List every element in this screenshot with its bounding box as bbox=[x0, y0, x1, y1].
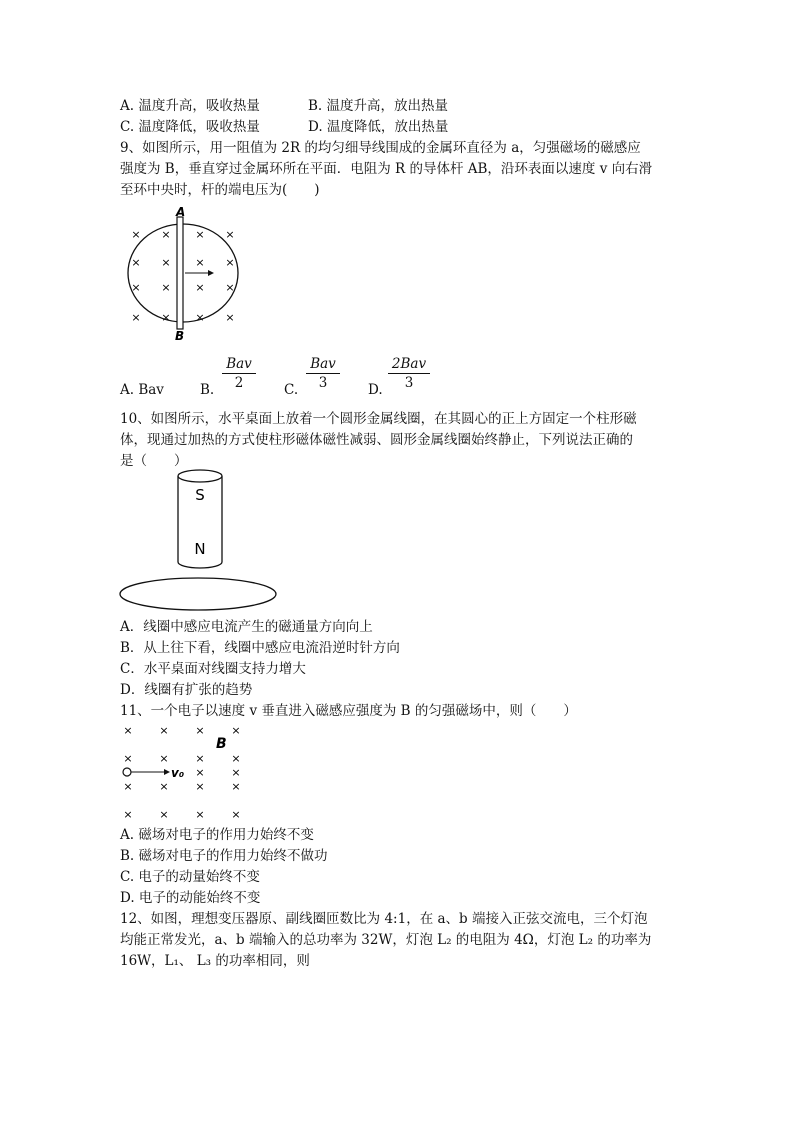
q11-option-d: D. 电子的动能始终不变 bbox=[120, 890, 261, 906]
q10-stem-line-2: 体，现通过加热的方式使柱形磁体磁性减弱、圆形金属线圈始终静止，下列说法正确的 bbox=[120, 432, 633, 448]
q9-option-b-fraction bbox=[222, 355, 256, 392]
coil-ellipse bbox=[120, 578, 276, 610]
field-x-mark: × bbox=[195, 808, 205, 821]
q8-option-c: C. 温度降低，吸收热量 bbox=[120, 119, 260, 135]
q10-stem-line-3: 是（ ） bbox=[120, 453, 188, 469]
q8-option-b: B. 温度升高，放出热量 bbox=[308, 98, 449, 114]
q9-option-c-denominator: 3 bbox=[318, 375, 328, 391]
q9-stem-line-3: 至环中央时，杆的端电压为( ) bbox=[120, 182, 320, 198]
field-x-mark: × bbox=[161, 256, 171, 269]
q11-field-figure bbox=[118, 722, 248, 826]
q9-option-b-prefix: B. bbox=[200, 382, 215, 398]
q10-stem-line-1: 10、如图所示，水平桌面上放着一个圆形金属线圈，在其圆心的正上方固定一个柱形磁 bbox=[120, 411, 637, 427]
field-x-mark: × bbox=[123, 724, 133, 737]
q9-option-d-denominator: 3 bbox=[404, 375, 414, 391]
field-x-mark: × bbox=[159, 752, 169, 765]
q9-option-a: A. Bav bbox=[120, 382, 164, 398]
field-x-mark: × bbox=[161, 311, 171, 324]
q12-stem-line-1: 12、如图，理想变压器原、副线圈匝数比为 4:1，在 a、b 端接入正弦交流电，三个灯泡 bbox=[120, 911, 648, 927]
q8-option-a: A. 温度升高，吸收热量 bbox=[120, 98, 260, 114]
q11-option-b: B. 磁场对电子的作用力始终不做功 bbox=[120, 848, 328, 864]
field-x-mark: × bbox=[195, 780, 205, 793]
field-x-mark: × bbox=[225, 281, 235, 294]
field-x-mark: × bbox=[195, 228, 205, 241]
field-x-mark: × bbox=[225, 228, 235, 241]
q9-option-d-numerator: 2Bav bbox=[388, 355, 430, 374]
q9-option-c-prefix: C. bbox=[284, 382, 299, 398]
field-x-mark: × bbox=[195, 752, 205, 765]
field-x-mark: × bbox=[159, 808, 169, 821]
q10-option-b: B．从上往下看，线圈中感应电流沿逆时针方向 bbox=[120, 640, 400, 656]
field-x-mark: × bbox=[231, 766, 241, 779]
q9-option-c-numerator: Bav bbox=[306, 355, 340, 374]
field-x-mark: × bbox=[195, 724, 205, 737]
field-x-mark: × bbox=[123, 752, 133, 765]
magnet-pole-n: N bbox=[194, 540, 206, 558]
field-x-mark: × bbox=[131, 311, 141, 324]
field-x-mark: × bbox=[159, 724, 169, 737]
q11-option-c: C. 电子的动量始终不变 bbox=[120, 869, 260, 885]
q9-ring-figure bbox=[118, 203, 248, 343]
field-x-mark: × bbox=[159, 780, 169, 793]
q9-label-b: B bbox=[175, 329, 185, 343]
q12-stem-line-3: 16W，L₁、 L₃ 的功率相同，则 bbox=[120, 953, 310, 969]
electron-circle bbox=[123, 768, 131, 776]
magnet-pole-s: S bbox=[195, 486, 205, 504]
q10-option-a: A．线圈中感应电流产生的磁通量方向向上 bbox=[120, 619, 373, 635]
field-x-mark: × bbox=[195, 766, 205, 779]
field-x-mark: × bbox=[161, 228, 171, 241]
field-x-mark: × bbox=[225, 256, 235, 269]
q10-magnet-figure bbox=[118, 466, 282, 616]
q9-option-d-prefix: D. bbox=[368, 382, 383, 398]
field-x-mark: × bbox=[231, 808, 241, 821]
field-x-mark: × bbox=[131, 256, 141, 269]
q8-option-d: D. 温度降低，放出热量 bbox=[308, 119, 449, 135]
q10-option-d: D．线圈有扩张的趋势 bbox=[120, 682, 253, 698]
field-x-mark: × bbox=[231, 780, 241, 793]
velocity-label: v₀ bbox=[171, 766, 185, 780]
field-x-mark: × bbox=[123, 780, 133, 793]
field-x-mark: × bbox=[195, 281, 205, 294]
field-x-mark: × bbox=[161, 281, 171, 294]
field-x-mark: × bbox=[131, 281, 141, 294]
field-x-mark: × bbox=[195, 311, 205, 324]
q10-option-c: C．水平桌面对线圈支持力增大 bbox=[120, 661, 306, 677]
q11-stem-line-1: 11、一个电子以速度 v 垂直进入磁感应强度为 B 的匀强磁场中，则（ ） bbox=[120, 703, 577, 719]
q9-label-a: A bbox=[176, 205, 186, 219]
field-x-mark: × bbox=[231, 752, 241, 765]
field-x-mark: × bbox=[131, 228, 141, 241]
field-x-mark: × bbox=[195, 256, 205, 269]
q9-option-b-numerator: Bav bbox=[222, 355, 256, 374]
field-x-mark: × bbox=[225, 311, 235, 324]
q11-option-a: A. 磁场对电子的作用力始终不变 bbox=[120, 827, 314, 843]
q9-option-b-denominator: 2 bbox=[234, 375, 244, 391]
velocity-arrow bbox=[164, 769, 170, 775]
field-x-mark: × bbox=[231, 724, 241, 737]
q9-stem-line-1: 9、如图所示，用一阻值为 2R 的均匀细导线围成的金属环直径为 a，匀强磁场的磁感应 bbox=[120, 140, 641, 156]
q9-option-d-fraction bbox=[388, 355, 430, 392]
field-label-b: B bbox=[216, 736, 227, 752]
q12-stem-line-2: 均能正常发光，a、b 端输入的总功率为 32W，灯泡 L₂ 的电阻为 4Ω，灯泡 L₂ 的功率为 bbox=[120, 932, 652, 948]
field-x-mark: × bbox=[123, 808, 133, 821]
q9-stem-line-2: 强度为 B，垂直穿过金属环所在平面．电阻为 R 的导体杆 AB，沿环表面以速度 v 向右滑 bbox=[120, 161, 653, 177]
q9-option-c-fraction bbox=[306, 355, 340, 392]
